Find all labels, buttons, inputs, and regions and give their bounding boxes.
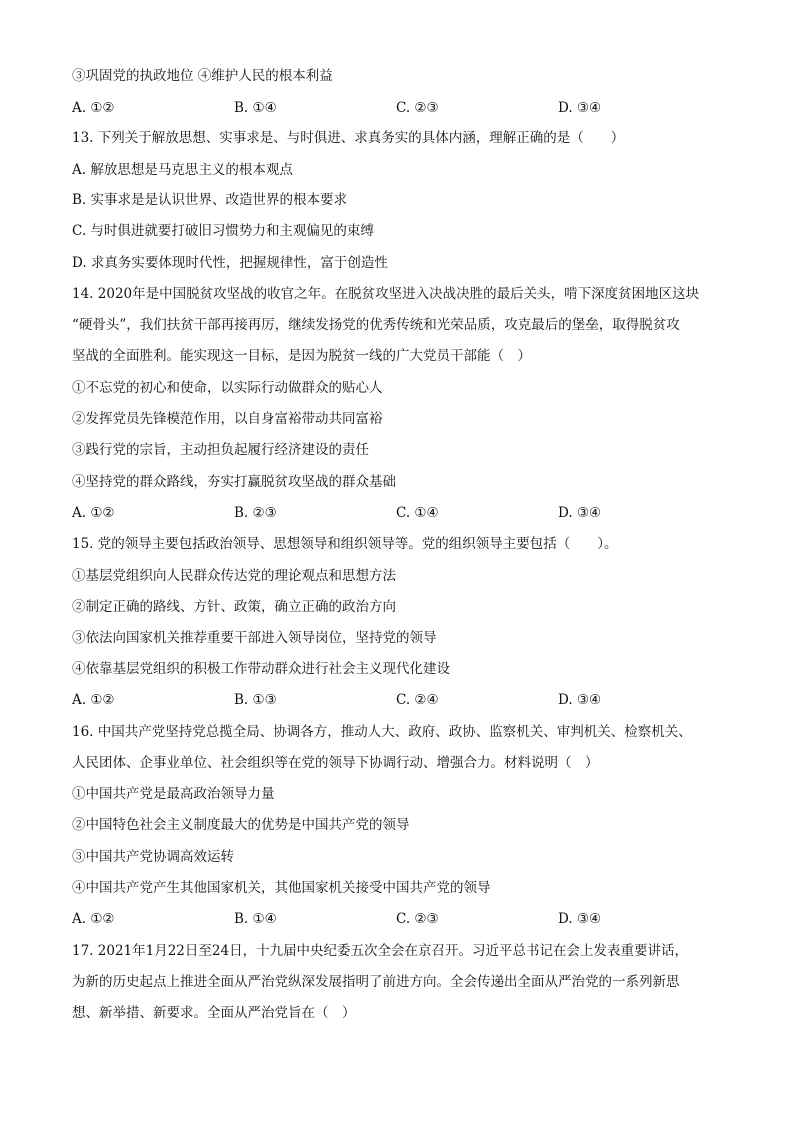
q15-option-c[interactable]: C. ②④ bbox=[396, 692, 439, 708]
q14-option-a[interactable]: A. ①② bbox=[72, 505, 115, 521]
q16-option-d[interactable]: D. ③④ bbox=[558, 911, 602, 927]
q15-statement-4: ④依靠基层党组织的积极工作带动群众进行社会主义现代化建设 bbox=[72, 661, 450, 677]
q12-options bbox=[72, 98, 722, 118]
q15-statement-2: ②制定正确的路线、方针、政策，确立正确的政治方向 bbox=[72, 599, 396, 615]
q17-stem-line-1: 17. 2021年1月22日至24日，十九届中央纪委五次全会在京召开。习近平总书记在会上发表重要讲话， bbox=[72, 943, 689, 959]
q15-option-b[interactable]: B. ①③ bbox=[234, 692, 277, 708]
q13-option-b[interactable]: B. 实事求是是认识世界、改造世界的根本要求 bbox=[72, 192, 348, 208]
q15-option-a[interactable]: A. ①② bbox=[72, 692, 115, 708]
q15-stem: 15. 党的领导主要包括政治领导、思想领导和组织领导等。党的组织领导主要包括（ ）。 bbox=[72, 536, 618, 552]
q14-option-c[interactable]: C. ①④ bbox=[396, 505, 439, 521]
q16-stem-line-1: 16. 中国共产党坚持党总揽全局、协调各方，推动人大、政府、政协、监察机关、审判机关、检察机关、 bbox=[72, 724, 692, 740]
q14-option-d[interactable]: D. ③④ bbox=[558, 505, 602, 521]
q16-statement-1: ①中国共产党是最高政治领导力量 bbox=[72, 786, 275, 802]
q13-option-a[interactable]: A. 解放思想是马克思主义的根本观点 bbox=[72, 162, 293, 178]
q12-option-a[interactable]: A. ①② bbox=[72, 100, 115, 116]
q15-options bbox=[72, 690, 722, 710]
q12-option-d[interactable]: D. ③④ bbox=[558, 100, 602, 116]
q15-option-d[interactable]: D. ③④ bbox=[558, 692, 602, 708]
q16-statement-2: ②中国特色社会主义制度最大的优势是中国共产党的领导 bbox=[72, 817, 410, 833]
q15-statement-3: ③依法向国家机关推荐重要干部进入领导岗位，坚持党的领导 bbox=[72, 630, 437, 646]
q14-option-b[interactable]: B. ②③ bbox=[234, 505, 277, 521]
q15-statement-1: ①基层党组织向人民群众传达党的理论观点和思想方法 bbox=[72, 568, 396, 584]
q14-stem-line-3: 坚战的全面胜利。能实现这一目标，是因为脱贫一线的广大党员干部能（ ） bbox=[72, 348, 531, 364]
q17-stem-line-3: 想、新举措、新要求。全面从严治党旨在（ ） bbox=[72, 1005, 356, 1021]
q14-statement-2: ②发挥党员先锋模范作用，以自身富裕带动共同富裕 bbox=[72, 411, 383, 427]
q16-statement-3: ③中国共产党协调高效运转 bbox=[72, 849, 234, 865]
q13-option-d[interactable]: D. 求真务实要体现时代性，把握规律性，富于创造性 bbox=[72, 255, 388, 271]
q16-statement-4: ④中国共产党产生其他国家机关，其他国家机关接受中国共产党的领导 bbox=[72, 880, 491, 896]
q16-stem-line-2: 人民团体、企事业单位、社会组织等在党的领导下协调行动、增强合力。材料说明（ ） bbox=[72, 755, 599, 771]
q14-stem-line-1: 14. 2020年是中国脱贫攻坚战的收官之年。在脱贫攻坚进入决战决胜的最后关头，啃下深度贫困地区这块 bbox=[72, 286, 700, 302]
q14-statement-1: ①不忘党的初心和使命，以实际行动做群众的贴心人 bbox=[72, 380, 383, 396]
q13-stem: 13. 下列关于解放思想、实事求是、与时俱进、求真务实的具体内涵，理解正确的是（ ） bbox=[72, 130, 625, 146]
q12-option-c[interactable]: C. ②③ bbox=[396, 100, 439, 116]
q17-stem-line-2: 为新的历史起点上推进全面从严治党纵深发展指明了前进方向。全会传递出全面从严治党的一系列新思 bbox=[72, 974, 680, 990]
q14-options bbox=[72, 503, 722, 523]
q16-option-c[interactable]: C. ②③ bbox=[396, 911, 439, 927]
q14-statement-4: ④坚持党的群众路线，夯实打赢脱贫攻坚战的群众基础 bbox=[72, 474, 396, 490]
q16-option-a[interactable]: A. ①② bbox=[72, 911, 115, 927]
q12-statement-line: ③巩固党的执政地位 ④维护人民的根本利益 bbox=[72, 68, 333, 84]
q14-statement-3: ③践行党的宗旨，主动担负起履行经济建设的责任 bbox=[72, 442, 369, 458]
q14-stem-line-2: “硬骨头”，我们扶贫干部再接再厉，继续发扬党的优秀传统和光荣品质，攻克最后的堡垒，取得脱贫攻 bbox=[72, 317, 680, 333]
q16-option-b[interactable]: B. ①④ bbox=[234, 911, 277, 927]
q16-options bbox=[72, 909, 722, 929]
q13-option-c[interactable]: C. 与时俱进就要打破旧习惯势力和主观偏见的束缚 bbox=[72, 223, 374, 239]
q12-option-b[interactable]: B. ①④ bbox=[234, 100, 277, 116]
